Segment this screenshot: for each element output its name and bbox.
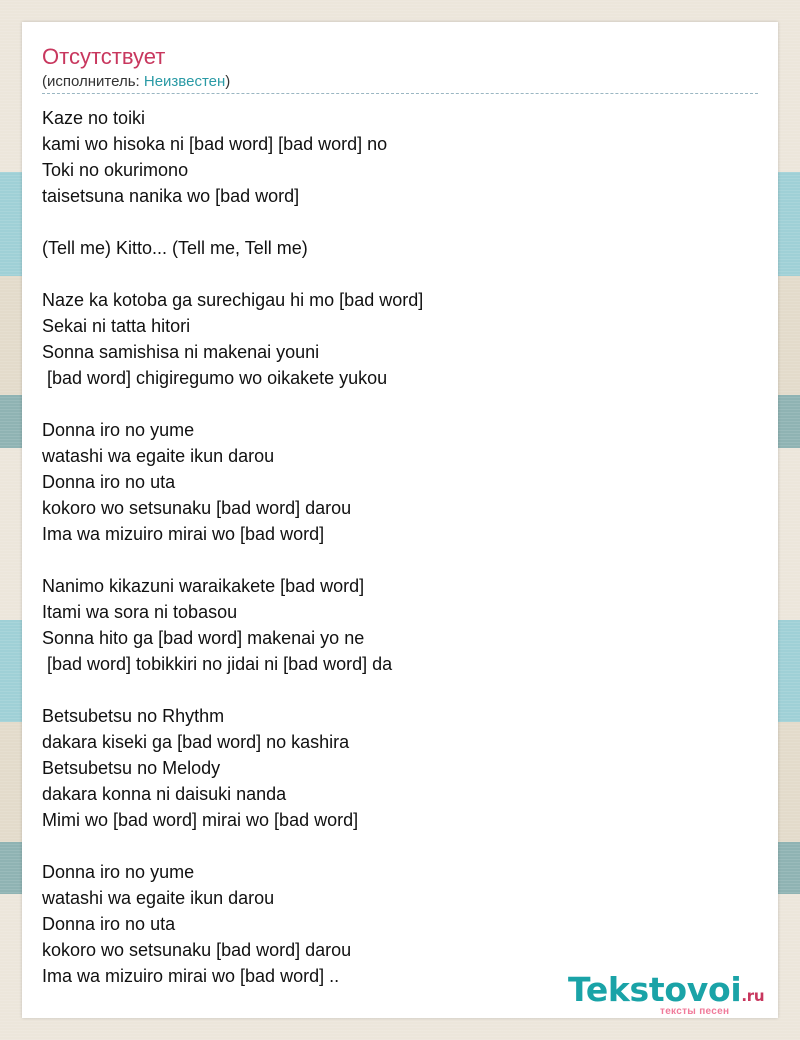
song-title: Отсутствует	[42, 44, 166, 69]
lyric-line: Donna iro no yume	[42, 862, 195, 882]
artist-label-close: )	[225, 73, 231, 90]
stanza-break	[42, 677, 742, 703]
lyric-line: Donna iro no uta	[42, 472, 176, 492]
stanza-break	[42, 547, 742, 573]
lyrics-card	[22, 22, 778, 1018]
lyric-line: Sekai ni tatta hitori	[42, 316, 191, 336]
stanza-break	[42, 261, 742, 287]
lyric-line: Donna iro no yume	[42, 420, 195, 440]
lyric-line: Sonna hito ga [bad word] makenai yo ne	[42, 628, 365, 648]
lyric-line: Betsubetsu no Melody	[42, 758, 221, 778]
lyric-line: Naze ka kotoba ga surechigau hi mo [bad word]	[42, 290, 424, 310]
lyric-line: (Tell me) Kitto... (Tell me, Tell me)	[42, 238, 308, 258]
lyric-line: kokoro wo setsunaku [bad word] darou	[42, 940, 352, 960]
artist-label: (исполнитель:	[42, 73, 144, 90]
lyric-line: taisetsuna nanika wo [bad word]	[42, 186, 300, 206]
lyric-line: watashi wa egaite ikun darou	[42, 446, 275, 466]
lyric-line: Mimi wo [bad word] mirai wo [bad word]	[42, 810, 359, 830]
logo-tld: .ru	[741, 987, 765, 1005]
stanza-break	[42, 209, 742, 235]
artist-link[interactable]: Неизвестен	[143, 73, 226, 90]
logo-tagline: тексты песен	[660, 1006, 730, 1017]
lyric-line: kokoro wo setsunaku [bad word] darou	[42, 498, 352, 518]
lyric-line: Sonna samishisa ni makenai youni	[42, 342, 320, 362]
lyric-line: Kaze no toiki	[42, 108, 146, 128]
lyric-line: Ima wa mizuiro mirai wo [bad word] ..	[42, 966, 340, 986]
lyric-line: Ima wa mizuiro mirai wo [bad word]	[42, 524, 325, 544]
artist-line	[42, 72, 230, 92]
title-divider	[42, 93, 758, 94]
lyric-line: Donna iro no uta	[42, 914, 176, 934]
lyric-line: [bad word] tobikkiri no jidai ni [bad word] da	[42, 654, 393, 674]
lyric-line: [bad word] chigiregumo wo oikakete yukou	[42, 368, 388, 388]
lyric-line: Nanimo kikazuni waraikakete [bad word]	[42, 576, 365, 596]
lyric-line: kami wo hisoka ni [bad word] [bad word] no	[42, 134, 388, 154]
lyric-line: Itami wa sora ni tobasou	[42, 602, 238, 622]
site-logo[interactable]	[568, 970, 780, 1020]
stanza-break	[42, 833, 742, 859]
lyrics-text	[42, 105, 742, 989]
lyric-line: Toki no okurimono	[42, 160, 189, 180]
stanza-break	[42, 391, 742, 417]
lyric-line: dakara kiseki ga [bad word] no kashira	[42, 732, 350, 752]
lyric-line: dakara konna ni daisuki nanda	[42, 784, 287, 804]
lyric-line: Betsubetsu no Rhythm	[42, 706, 225, 726]
logo-name: Tekstovoi	[568, 970, 742, 1009]
lyric-line: watashi wa egaite ikun darou	[42, 888, 275, 908]
